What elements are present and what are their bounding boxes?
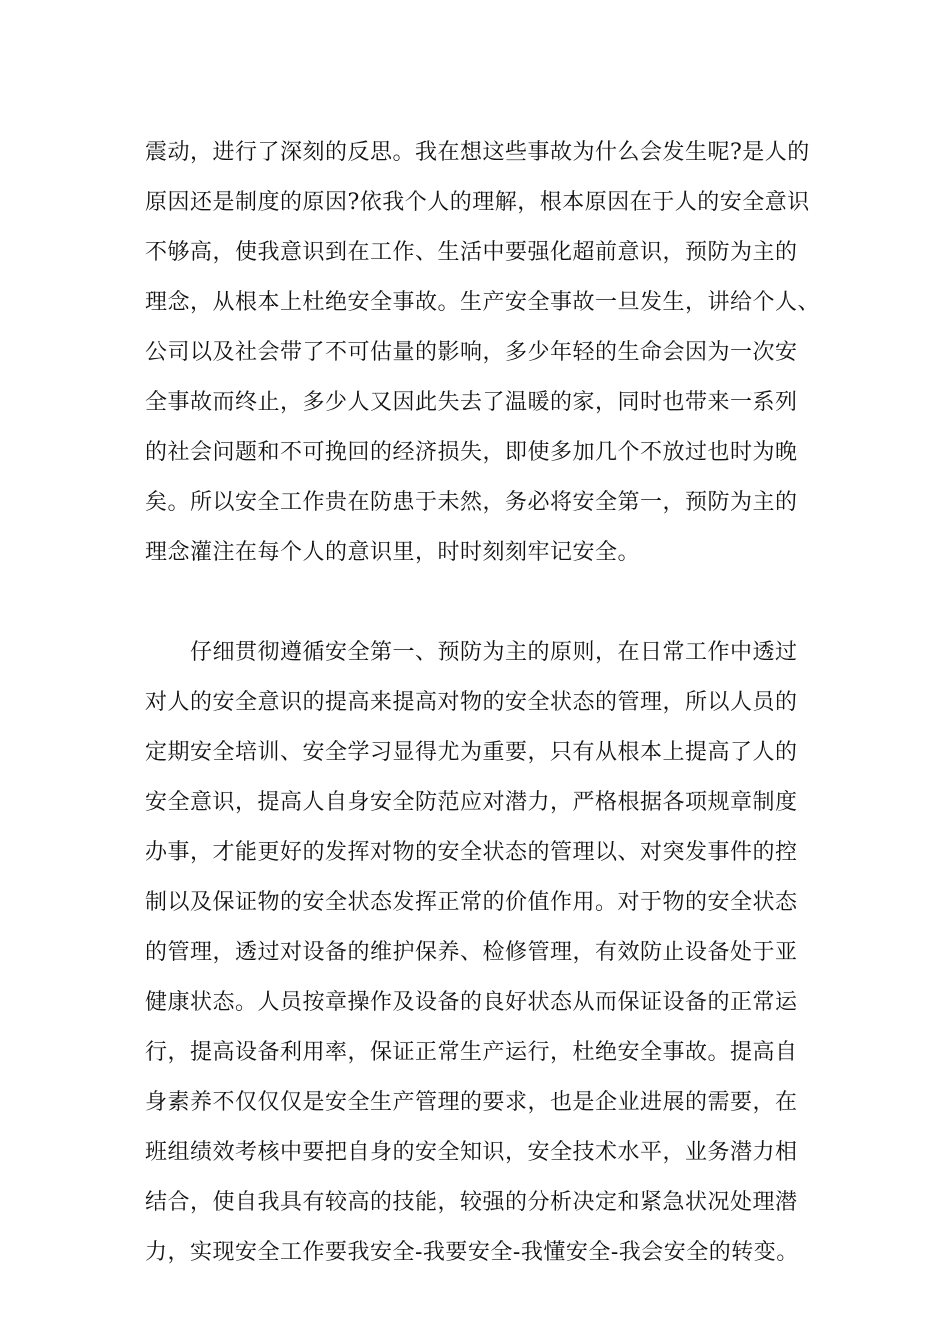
text-line: 办事，才能更好的发挥对物的安全状态的管理以、对突发事件的控 (145, 840, 798, 865)
text-line: 仔细贯彻遵循安全第一、预防为主的原则，在日常工作中透过 (145, 640, 798, 665)
text-line: 理念灌注在每个人的意识里，时时刻刻牢记安全。 (145, 540, 641, 565)
text-line: 的管理，透过对设备的维护保养、检修管理，有效防止设备处于亚 (145, 940, 798, 965)
paragraph-1 (145, 128, 825, 578)
text-line: 安全意识，提高人自身安全防范应对潜力，严格根据各项规章制度 (145, 790, 798, 815)
text-line: 不够高，使我意识到在工作、生活中要强化超前意识，预防为主的 (145, 240, 798, 265)
text-line: 原因还是制度的原因?依我个人的理解，根本原因在于人的安全意识 (145, 190, 810, 215)
text-line: 震动，进行了深刻的反思。我在想这些事故为什么会发生呢?是人的 (145, 140, 810, 165)
text-line: 结合，使自我具有较高的技能，较强的分析决定和紧急状况处理潜 (145, 1190, 798, 1215)
text-line: 健康状态。人员按章操作及设备的良好状态从而保证设备的正常运 (145, 990, 798, 1015)
text-line: 身素养不仅仅仅是安全生产管理的要求，也是企业进展的需要，在 (145, 1090, 798, 1115)
paragraph-2 (145, 628, 825, 1278)
text-line: 的社会问题和不可挽回的经济损失，即使多加几个不放过也时为晚 (145, 440, 798, 465)
text-line: 定期安全培训、安全学习显得尤为重要，只有从根本上提高了人的 (145, 740, 798, 765)
text-line: 公司以及社会带了不可估量的影响，多少年轻的生命会因为一次安 (145, 340, 798, 365)
text-line: 行，提高设备利用率，保证正常生产运行，杜绝安全事故。提高自 (145, 1040, 798, 1065)
text-line: 班组绩效考核中要把自身的安全知识，安全技术水平，业务潜力相 (145, 1140, 798, 1165)
text-line: 矣。所以安全工作贵在防患于未然，务必将安全第一，预防为主的 (145, 490, 798, 515)
text-line: 力，实现安全工作要我安全-我要安全-我懂安全-我会安全的转变。 (145, 1240, 799, 1265)
text-line: 全事故而终止，多少人又因此失去了温暖的家，同时也带来一系列 (145, 390, 798, 415)
text-line: 理念，从根本上杜绝安全事故。生产安全事故一旦发生，讲给个人、 (145, 290, 821, 315)
text-line: 制以及保证物的安全状态发挥正常的价值作用。对于物的安全状态 (145, 890, 798, 915)
text-line: 对人的安全意识的提高来提高对物的安全状态的管理，所以人员的 (145, 690, 798, 715)
